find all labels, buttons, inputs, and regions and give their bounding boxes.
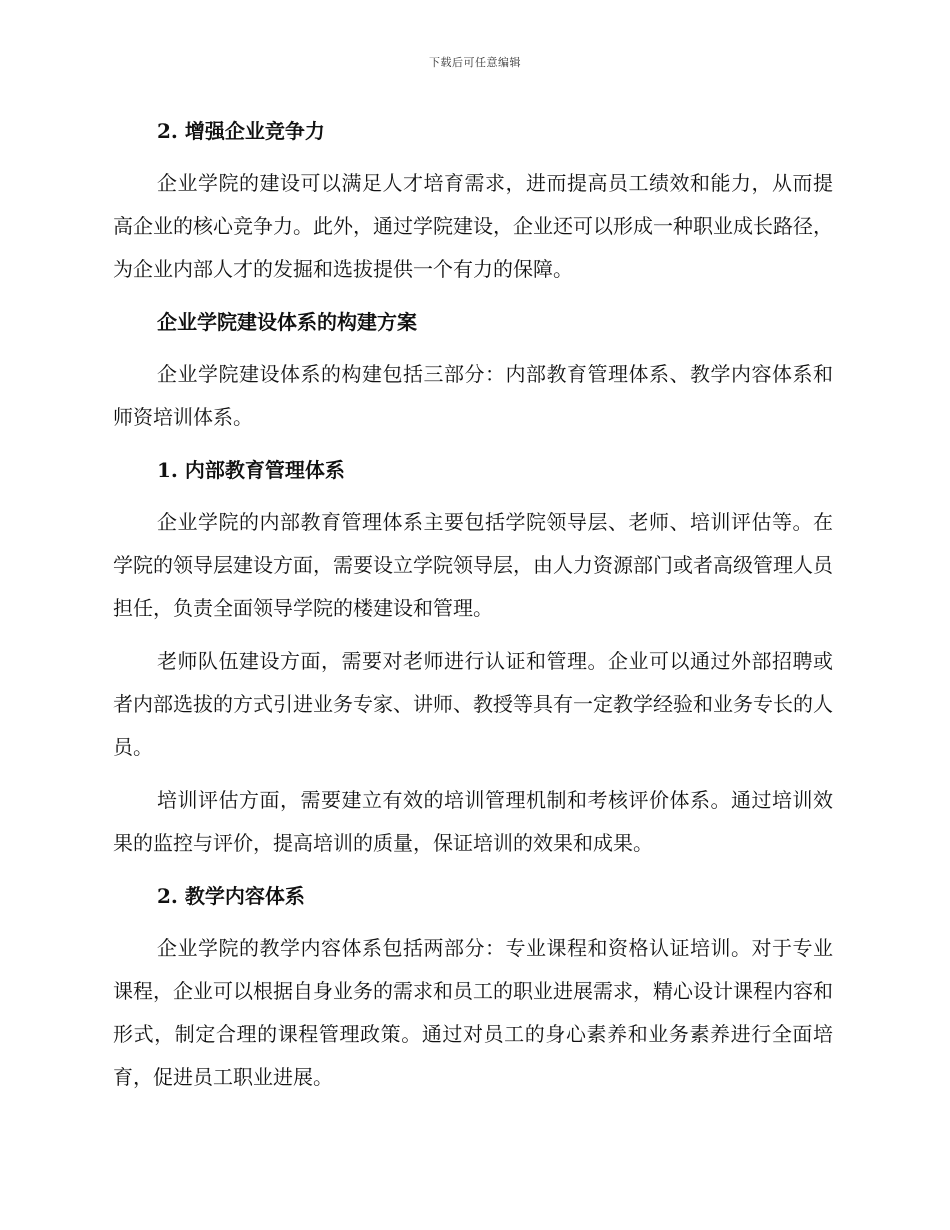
section-heading-teaching-content: 2. 教学内容体系	[157, 884, 305, 908]
paragraph-teacher-team: 老师队伍建设方面，需要对老师进行认证和管理。企业可以通过外部招聘或者内部选拔的方式引进业务专家、讲师、教授等具有一定教学经验和业务专长的人员。	[113, 649, 833, 759]
paragraph-competitiveness: 企业学院的建设可以满足人才培育需求，进而提高员工绩效和能力，从而提高企业的核心竞争力。此外，通过学院建设，企业还可以形成一种职业成长路径，为企业内部人才的发掘和选拔提供一个有力的保障。	[113, 171, 833, 281]
page-header: 下载后可任意编辑	[429, 56, 521, 69]
section-heading-internal-management: 1. 内部教育管理体系	[157, 458, 345, 482]
paragraph-teaching-content: 企业学院的教学内容体系包括两部分：专业课程和资格认证培训。对于专业课程，企业可以根据自身业务的需求和员工的职业进展需求，精心设计课程内容和形式，制定合理的课程管理政策。通过对员工的身心素养和业务素养进行全面培育，促进员工职业进展。	[113, 936, 833, 1089]
paragraph-construction-plan: 企业学院建设体系的构建包括三部分：内部教育管理体系、教学内容体系和师资培训体系。	[113, 362, 833, 429]
section-heading-construction-plan: 企业学院建设体系的构建方案	[157, 310, 417, 334]
paragraph-internal-management: 企业学院的内部教育管理体系主要包括学院领导层、老师、培训评估等。在学院的领导层建设方面，需要设立学院领导层，由人力资源部门或者高级管理人员担任，负责全面领导学院的楼建设和管理。	[113, 510, 833, 620]
document-body	[113, 110, 833, 1099]
section-heading-enhance-competitiveness: 2. 增强企业竞争力	[157, 119, 325, 143]
paragraph-training-evaluation: 培训评估方面，需要建立有效的培训管理机制和考核评价体系。通过培训效果的监控与评价，提高培训的质量，保证培训的效果和成果。	[113, 788, 833, 855]
